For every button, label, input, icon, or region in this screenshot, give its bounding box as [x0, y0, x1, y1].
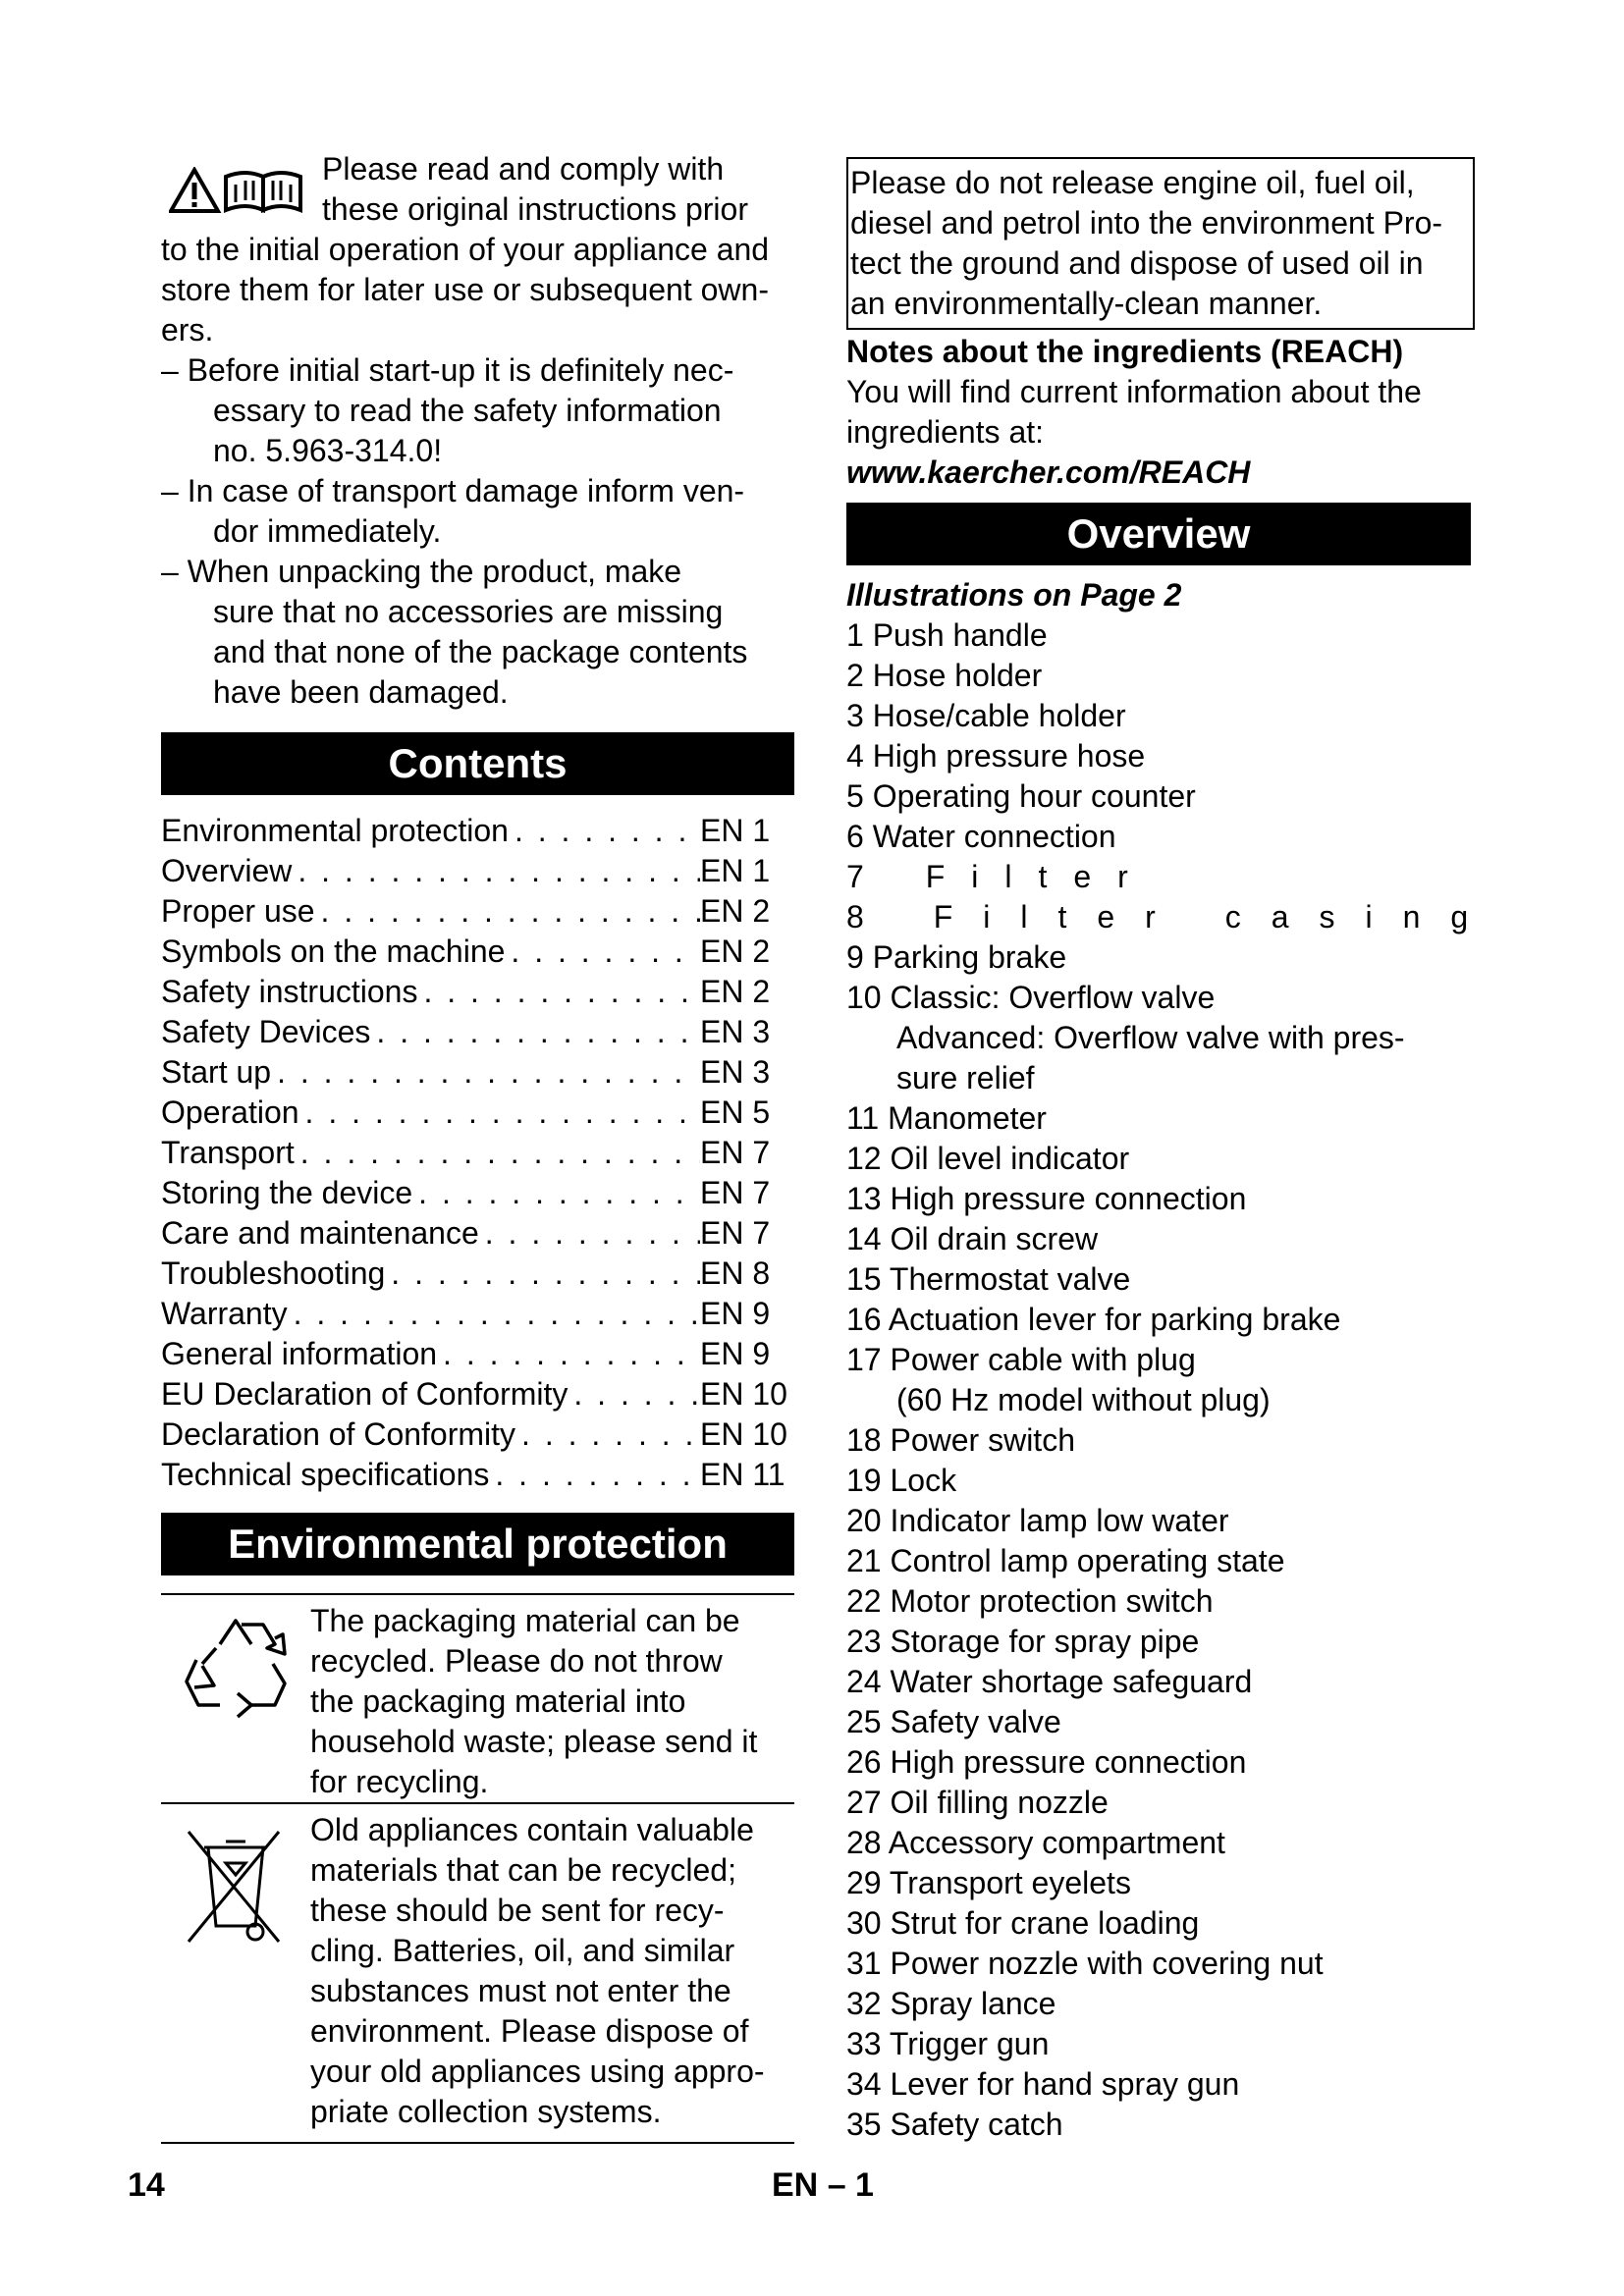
toc-row[interactable]: [161, 1173, 794, 1213]
list-item: 7 Filter: [846, 859, 1155, 894]
toc-title: Start up: [161, 1054, 272, 1090]
list-item: 34 Lever for hand spray gun: [846, 2066, 1240, 2102]
toc-row[interactable]: [161, 1093, 794, 1133]
toc-page: EN 7: [700, 1215, 771, 1251]
oil-notice-box: [846, 157, 1475, 330]
toc-page: EN 1: [700, 853, 771, 888]
list-item: 21 Control lamp operating state: [846, 1543, 1285, 1578]
toc-page: EN 9: [700, 1296, 771, 1331]
table-of-contents: [161, 811, 794, 1495]
toc-title: Storing the device: [161, 1175, 413, 1210]
list-item: 20 Indicator lamp low water: [846, 1503, 1229, 1538]
intro-line-5: ers.: [161, 312, 214, 347]
toc-page: EN 1: [700, 813, 771, 848]
list-item: 23 Storage for spray pipe: [846, 1624, 1200, 1659]
toc-title: Overview: [161, 853, 293, 888]
list-item: 1 Push handle: [846, 617, 1048, 653]
recycle-icon: [181, 1615, 291, 1731]
toc-row[interactable]: [161, 811, 794, 851]
list-item: 26 High pressure connection: [846, 1744, 1247, 1780]
intro-line-4: store them for later use or subsequent own-: [161, 272, 769, 307]
toc-title: Environmental protection: [161, 813, 509, 848]
toc-row[interactable]: [161, 1133, 794, 1173]
reach-url-link[interactable]: www.kaercher.com/REACH: [846, 454, 1251, 490]
disposal-line: materials that can be recycled;: [310, 1852, 736, 1888]
toc-title: Technical specifications: [161, 1457, 490, 1492]
reach-line-1: You will find current information about the: [846, 374, 1422, 409]
list-item-continuation: sure relief: [896, 1060, 1035, 1095]
right-column: [846, 157, 1499, 2145]
toc-page: EN 2: [700, 893, 771, 929]
recycling-text: [310, 1601, 794, 1802]
list-item: 30 Strut for crane loading: [846, 1905, 1200, 1941]
intro-bullet-3-cont: have been damaged.: [213, 674, 509, 710]
list-item: 18 Power switch: [846, 1422, 1075, 1458]
list-item: 17 Power cable with plug: [846, 1342, 1196, 1377]
reach-heading: Notes about the ingredients (REACH): [846, 334, 1404, 369]
disposal-line: cling. Batteries, oil, and similar: [310, 1933, 735, 1968]
list-item: 11 Manometer: [846, 1100, 1047, 1136]
toc-page: EN 7: [700, 1135, 771, 1170]
overview-list: [846, 615, 1499, 2145]
toc-row[interactable]: [161, 1334, 794, 1374]
toc-row[interactable]: [161, 1052, 794, 1093]
list-item: 25 Safety valve: [846, 1704, 1061, 1739]
toc-row[interactable]: [161, 972, 794, 1012]
list-item-continuation: (60 Hz model without plug): [896, 1382, 1271, 1417]
toc-row[interactable]: [161, 1254, 794, 1294]
toc-page: EN 7: [700, 1175, 771, 1210]
disposal-line: these should be sent for recy-: [310, 1893, 725, 1928]
toc-row[interactable]: [161, 891, 794, 932]
intro-block: [161, 149, 794, 713]
toc-page: EN 9: [700, 1336, 771, 1371]
toc-row[interactable]: [161, 1415, 794, 1455]
disposal-note: [161, 1802, 794, 2144]
contents-heading: Contents: [161, 732, 794, 795]
disposal-line: priate collection systems.: [310, 2094, 662, 2129]
toc-page: EN 3: [700, 1054, 771, 1090]
list-item: 27 Oil filling nozzle: [846, 1785, 1109, 1820]
list-item: 8 Filter casing: [846, 899, 1499, 934]
toc-row[interactable]: [161, 932, 794, 972]
list-item: 31 Power nozzle with covering nut: [846, 1946, 1324, 1981]
toc-title: General information: [161, 1336, 438, 1371]
toc-page: EN 2: [700, 934, 771, 969]
toc-title: Warranty: [161, 1296, 288, 1331]
list-item: 2 Hose holder: [846, 658, 1043, 693]
toc-title: EU Declaration of Conformity: [161, 1376, 568, 1412]
toc-title: Transport: [161, 1135, 295, 1170]
intro-bullet-3: – When unpacking the product, make: [161, 554, 682, 589]
intro-icons: [169, 167, 316, 219]
warning-manual-icon: [169, 167, 316, 214]
disposal-line: Old appliances contain valuable: [310, 1812, 754, 1847]
footer-section-page: – 1: [827, 2166, 874, 2204]
list-item: 3 Hose/cable holder: [846, 698, 1126, 733]
oil-notice-line: Please do not release engine oil, fuel oil,: [850, 165, 1415, 200]
reach-line-2: ingredients at:: [846, 414, 1045, 450]
intro-bullet-1: – Before initial start-up it is definitely nec-: [161, 352, 734, 388]
environmental-protection-heading: Environmental protection: [161, 1513, 794, 1575]
toc-page: EN 5: [700, 1095, 771, 1130]
list-item: 33 Trigger gun: [846, 2026, 1050, 2061]
disposal-text: [310, 1810, 794, 2132]
footer-section: [772, 2166, 874, 2205]
list-item: 10 Classic: Overflow valve: [846, 980, 1216, 1015]
list-item: 9 Parking brake: [846, 939, 1067, 975]
overview-subheading: Illustrations on Page 2: [846, 577, 1182, 613]
toc-row[interactable]: [161, 1012, 794, 1052]
intro-bullet-3-cont: and that none of the package contents: [213, 634, 748, 669]
toc-row[interactable]: [161, 851, 794, 891]
list-item: 12 Oil level indicator: [846, 1141, 1130, 1176]
page-number: 14: [128, 2166, 165, 2204]
recycling-note: [161, 1593, 794, 1802]
list-item: 28 Accessory compartment: [846, 1825, 1225, 1860]
list-item: 24 Water shortage safeguard: [846, 1664, 1253, 1699]
list-item: 4 High pressure hose: [846, 738, 1146, 774]
environment-notes: [161, 1593, 794, 2144]
toc-page: EN 2: [700, 974, 771, 1009]
toc-row[interactable]: [161, 1294, 794, 1334]
list-item: 29 Transport eyelets: [846, 1865, 1131, 1900]
intro-bullet-2-cont: dor immediately.: [213, 513, 442, 549]
intro-line-3: to the initial operation of your appliance and: [161, 232, 770, 267]
list-item: 35 Safety catch: [846, 2107, 1063, 2142]
list-item: 19 Lock: [846, 1463, 957, 1498]
list-item: 22 Motor protection switch: [846, 1583, 1214, 1619]
list-item: 5 Operating hour counter: [846, 778, 1196, 814]
intro-bullet-2: – In case of transport damage inform ven-: [161, 473, 745, 508]
recycling-line: household waste; please send it: [310, 1724, 758, 1759]
recycling-line: for recycling.: [310, 1764, 489, 1799]
crossed-bin-icon-wrap: [161, 1810, 310, 2132]
list-item: 13 High pressure connection: [846, 1181, 1247, 1216]
toc-page: EN 8: [700, 1255, 771, 1291]
toc-title: Operation: [161, 1095, 299, 1130]
crossed-bin-icon: [185, 1824, 287, 1949]
toc-page: EN 11: [700, 1457, 785, 1492]
toc-page: EN 10: [700, 1416, 787, 1452]
left-column: [161, 149, 794, 2144]
recycling-line: recycled. Please do not throw: [310, 1643, 723, 1679]
toc-title: Safety instructions: [161, 974, 418, 1009]
toc-title: Troubleshooting: [161, 1255, 386, 1291]
recycle-icon-wrap: [161, 1601, 310, 1802]
disposal-line: substances must not enter the: [310, 1973, 731, 2008]
oil-notice-line: tect the ground and dispose of used oil in: [850, 245, 1424, 281]
intro-line-2: these original instructions prior: [322, 191, 748, 227]
recycling-line: the packaging material into: [310, 1683, 686, 1719]
list-item: 6 Water connection: [846, 819, 1116, 854]
overview-heading: Overview: [846, 503, 1471, 565]
toc-title: Declaration of Conformity: [161, 1416, 516, 1452]
toc-row[interactable]: [161, 1213, 794, 1254]
oil-notice-line: an environmentally-clean manner.: [850, 286, 1323, 321]
intro-line-1: Please read and comply with: [322, 151, 725, 187]
toc-title: Symbols on the machine: [161, 934, 506, 969]
list-item: 16 Actuation lever for parking brake: [846, 1302, 1341, 1337]
list-item: 15 Thermostat valve: [846, 1261, 1131, 1297]
intro-bullet-1-cont: no. 5.963-314.0!: [213, 433, 443, 468]
disposal-line: your old appliances using appro-: [310, 2054, 765, 2089]
list-item: 14 Oil drain screw: [846, 1221, 1099, 1256]
toc-page: EN 3: [700, 1014, 771, 1049]
toc-title: Care and maintenance: [161, 1215, 479, 1251]
list-item: 32 Spray lance: [846, 1986, 1056, 2021]
oil-notice-line: diesel and petrol into the environment Pro-: [850, 205, 1443, 240]
toc-title: Safety Devices: [161, 1014, 371, 1049]
footer-section-label: EN: [772, 2166, 819, 2204]
list-item-continuation: Advanced: Overflow valve with pres-: [896, 1020, 1405, 1055]
disposal-line: environment. Please dispose of: [310, 2013, 749, 2049]
toc-title: Proper use: [161, 893, 315, 929]
intro-bullet-3-cont: sure that no accessories are missing: [213, 594, 724, 629]
toc-page: EN 10: [700, 1376, 787, 1412]
toc-row[interactable]: [161, 1374, 794, 1415]
toc-row[interactable]: [161, 1455, 794, 1495]
intro-bullet-1-cont: essary to read the safety information: [213, 393, 722, 428]
recycling-line: The packaging material can be: [310, 1603, 740, 1638]
